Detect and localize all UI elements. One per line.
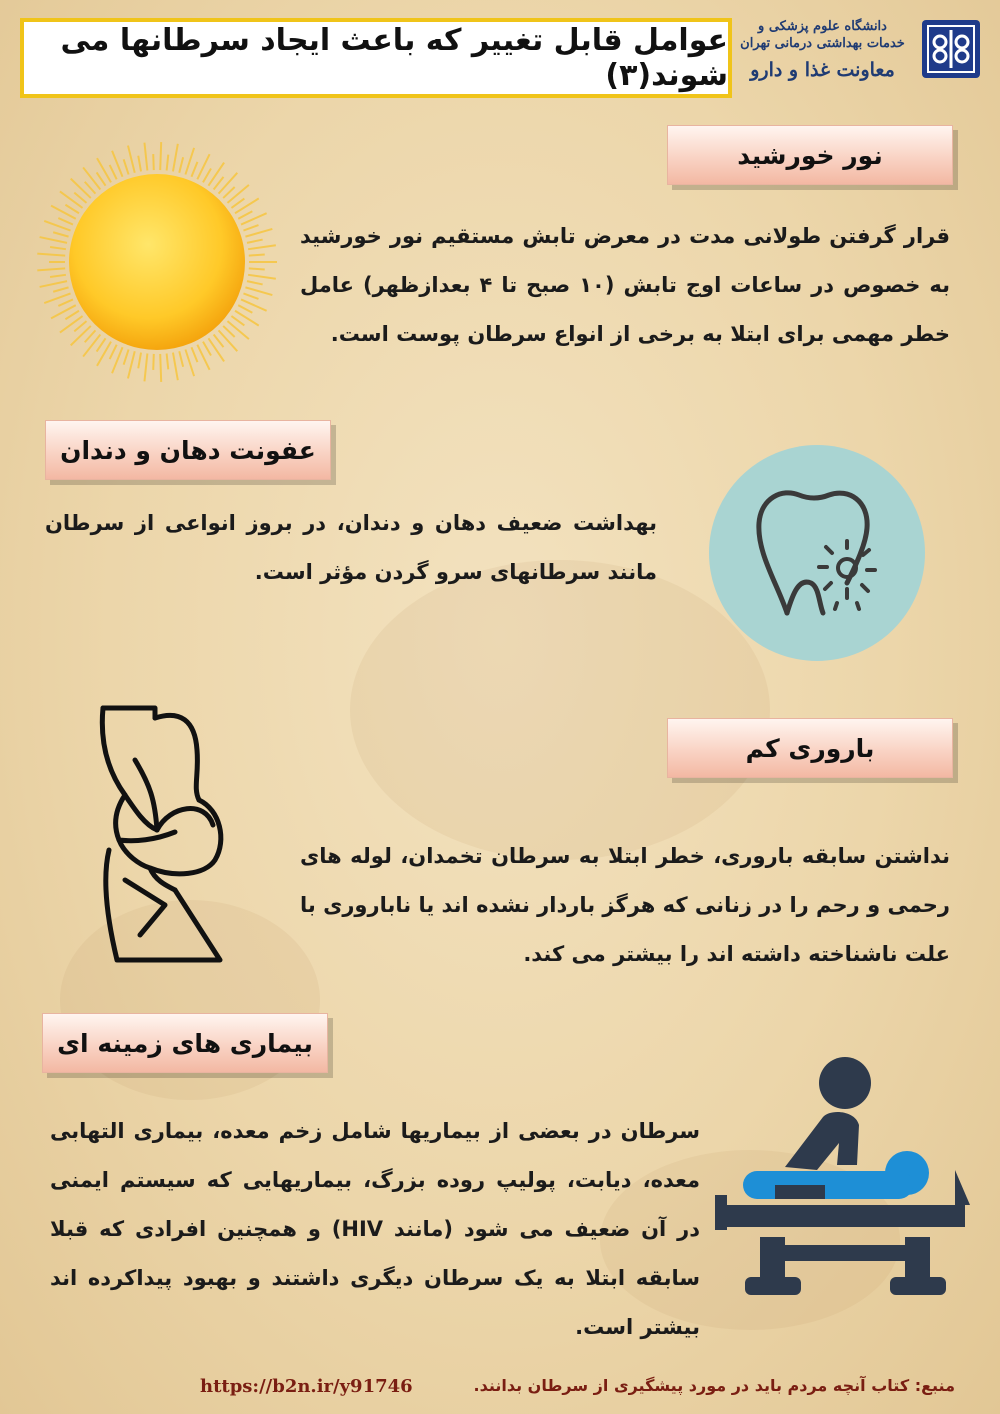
pregnant-woman-icon — [95, 700, 245, 970]
institution-name — [740, 18, 905, 84]
source-link[interactable]: https://b2n.ir/y91746 — [200, 1376, 413, 1397]
paragraph-underlying-diseases: سرطان در بعضی از بیماریها شامل زخم معده، بیماری التهابی معده، دیابت، پولیپ روده بزرگ، بیماریهایی که سیستم ایمنی در آن ضعیف می شود (مانند HIV) و همچنین افرادی که قبلا سابقه ابتلا به یک سرطان دیگری داشتند و بهبود پیداکرده اند بیشتر است. — [50, 1119, 700, 1339]
heading-underlying-diseases: بیماری های زمینه ای — [42, 1013, 328, 1073]
paragraph-low-fertility: نداشتن سابقه باروری، خطر ابتلا به سرطان تخمدان، لوله های رحمی و رحم را در زنانی که هرگز باردار نشده اند یا ناباروری با علت ناشناخته داشته اند را بیشتر می کند. — [300, 844, 950, 966]
heading-sunlight: نور خورشید — [667, 125, 953, 185]
sun-icon — [0, 0, 1, 1]
heading-oral-infection: عفونت دهان و دندان — [45, 420, 331, 480]
institution-line1: دانشگاه علوم پزشکی و خدمات بهداشتی درمانی تهران — [740, 19, 905, 51]
page-title-box — [20, 18, 732, 98]
institution-line2: معاونت غذا و دارو — [750, 59, 895, 81]
heading-low-fertility: باروری کم — [667, 718, 953, 778]
patient-bed-icon — [715, 1055, 975, 1305]
university-logo-icon — [920, 18, 982, 80]
tooth-icon — [707, 443, 927, 663]
source-citation: منبع: کتاب آنچه مردم باید در مورد پیشگیری از سرطان بدانند. — [473, 1376, 955, 1395]
paragraph-sunlight: قرار گرفتن طولانی مدت در معرض تابش مستقیم نور خورشید به خصوص در ساعات اوج تابش (۱۰ صبح تا ۴ بعدازظهر) عامل خطر مهمی برای ابتلا به برخی از انواع سرطان پوست است. — [300, 224, 951, 346]
page-title: عوامل قابل تغییر که باعث ایجاد سرطانها می شوند(۳) — [60, 23, 728, 93]
paragraph-oral-infection: بهداشت ضعیف دهان و دندان، در بروز انواعی از سرطان مانند سرطانهای سرو گردن مؤثر است. — [45, 511, 657, 584]
